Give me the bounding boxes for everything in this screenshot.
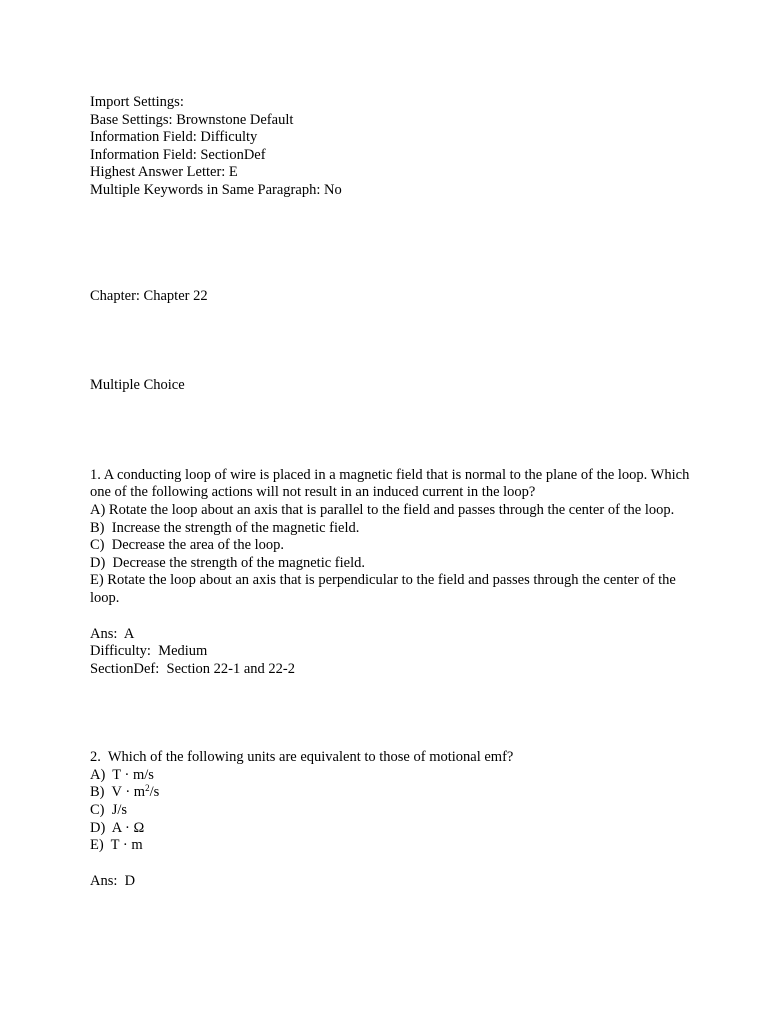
choice-a: A) Rotate the loop about an axis that is parallel to the field and passes through the center of the loop. xyxy=(90,501,675,518)
import-settings xyxy=(90,94,690,200)
section-def: SectionDef: Section 22-1 and 22-2 xyxy=(90,660,295,677)
multiple-keywords-line: Multiple Keywords in Same Paragraph: No xyxy=(90,181,342,198)
question-stem: 2. Which of the following units are equivalent to those of motional emf? xyxy=(90,749,514,766)
choice-c: C) J/s xyxy=(90,802,128,819)
choice-b xyxy=(90,784,690,802)
choice-c: C) Decrease the area of the loop. xyxy=(90,537,285,554)
section-heading: Multiple Choice xyxy=(90,377,185,394)
choice-b-exponent: 2 xyxy=(145,783,150,794)
info-field-difficulty-line: Information Field: Difficulty xyxy=(90,129,258,146)
choice-d: D) A · Ω xyxy=(90,819,145,836)
question-stem: 1. A conducting loop of wire is placed in a magnetic field that is normal to the plane of the loop. Which one of the following actions will not result in an induced current in the loop? xyxy=(90,466,690,501)
answer: Ans: A xyxy=(90,625,135,642)
info-field-sectiondef-line: Information Field: SectionDef xyxy=(90,146,266,163)
choice-b-unit: /s xyxy=(149,784,160,801)
document-page xyxy=(90,94,690,890)
choice-e: E) Rotate the loop about an axis that is perpendicular to the field and passes through the center of the loop. xyxy=(90,572,676,606)
answer: Ans: D xyxy=(90,872,136,889)
base-settings-line: Base Settings: Brownstone Default xyxy=(90,111,294,128)
chapter-heading: Chapter: Chapter 22 xyxy=(90,287,208,304)
question-1 xyxy=(90,467,690,679)
choice-a: A) T · m/s xyxy=(90,766,154,783)
difficulty: Difficulty: Medium xyxy=(90,643,208,660)
choice-b: B) Increase the strength of the magnetic field. xyxy=(90,519,360,536)
choice-b-text: B) V · m xyxy=(90,784,146,801)
import-settings-title: Import Settings: xyxy=(90,94,184,110)
choice-d: D) Decrease the strength of the magnetic field. xyxy=(90,554,365,571)
question-2 xyxy=(90,749,690,890)
choice-e: E) T · m xyxy=(90,837,143,854)
highest-answer-letter-line: Highest Answer Letter: E xyxy=(90,164,238,181)
